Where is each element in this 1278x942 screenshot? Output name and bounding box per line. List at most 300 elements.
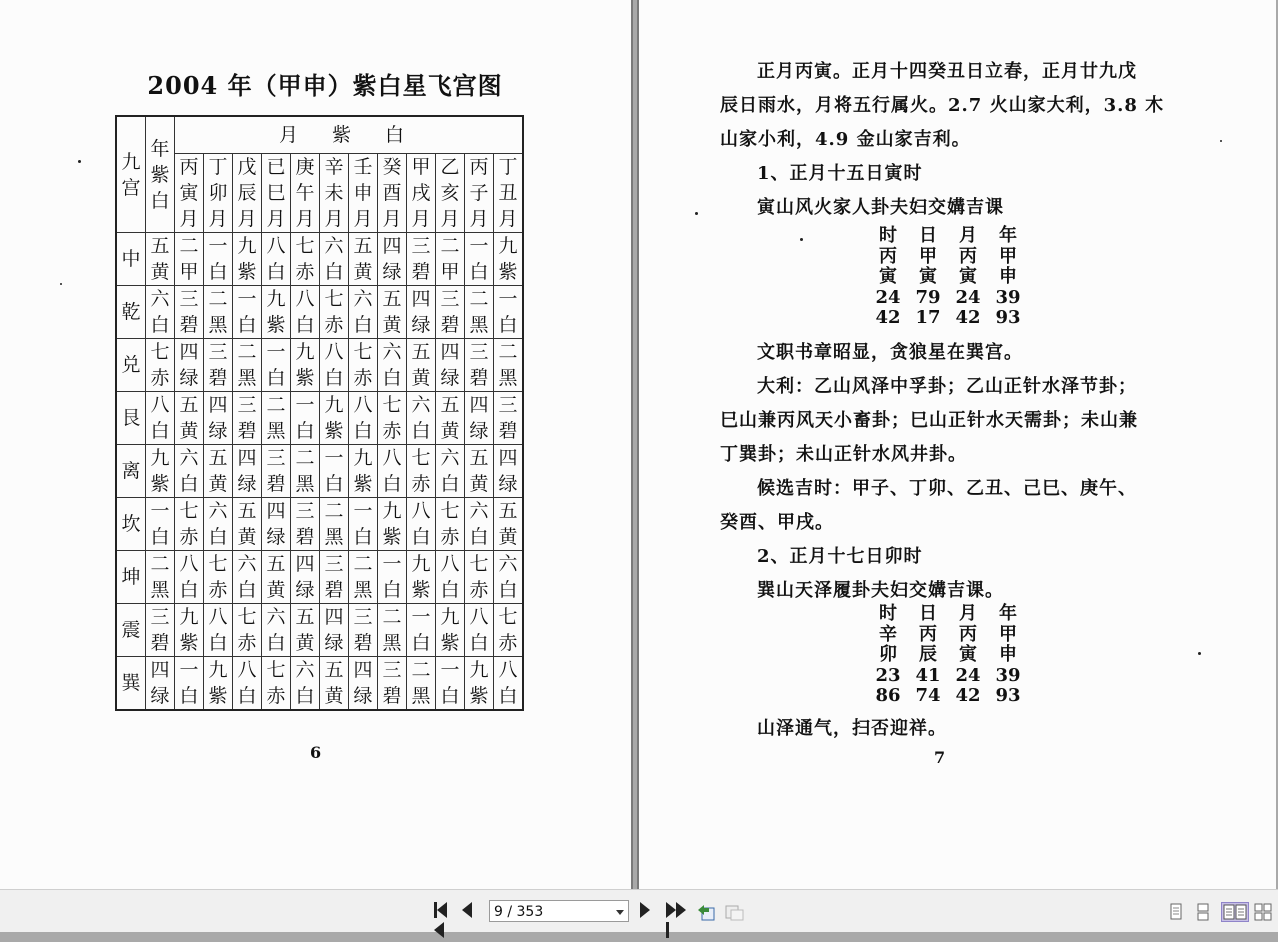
year-star-cell	[146, 233, 175, 286]
cell-char: 绿	[295, 579, 315, 601]
ganzhi-row	[868, 308, 1028, 329]
month-star-cell	[407, 445, 436, 498]
cell-char: 黑	[266, 420, 286, 442]
cell-char: 六	[440, 447, 460, 469]
ganzhi-cell: 时	[879, 603, 897, 624]
cell-char: 紫	[179, 632, 199, 654]
cell-char: 午	[295, 182, 315, 204]
cell-char: 黄	[179, 420, 199, 442]
go-forward-icon[interactable]	[724, 902, 744, 922]
cell-char: 三	[469, 341, 489, 363]
next-page-icon[interactable]	[640, 902, 660, 922]
cell-char: 紫	[208, 685, 228, 707]
cell-char: 九	[440, 606, 460, 628]
cell-char: 黑	[324, 526, 344, 548]
cell-char: 年	[150, 137, 170, 160]
ganzhi-cell: 丙	[959, 245, 977, 267]
month-star-cell	[436, 657, 465, 711]
cell-char: 三	[382, 659, 402, 681]
cell-char: 赤	[237, 632, 257, 654]
cell-char: 壬	[353, 156, 373, 178]
cell-char: 紫	[498, 261, 518, 283]
month-star-cell	[291, 286, 320, 339]
text-line: 辰日雨水，月将五行属火。2.7 火山家大利，3.8 木	[720, 95, 1165, 116]
cell-char: 赤	[179, 526, 199, 548]
month-star-cell	[262, 498, 291, 551]
month-star-cell	[233, 551, 262, 604]
month-star-cell	[291, 551, 320, 604]
month-star-cell	[349, 233, 378, 286]
cell-char: 戌	[411, 182, 431, 204]
cell-char: 碧	[498, 420, 518, 442]
month-star-cell	[436, 445, 465, 498]
cell-char: 二	[469, 288, 489, 310]
cell-char: 六	[324, 235, 344, 257]
month-star-cell	[233, 339, 262, 392]
table-row	[116, 339, 523, 392]
cell-char: 二	[411, 659, 431, 681]
cell-char: 四	[324, 606, 344, 628]
cell-char: 黑	[295, 473, 315, 495]
cell-char: 八	[266, 235, 286, 257]
item1-block	[720, 157, 1175, 225]
cell-char: 紫	[150, 473, 170, 495]
month-star-cell	[233, 233, 262, 286]
month-star-cell	[204, 339, 233, 392]
cell-char: 黄	[295, 632, 315, 654]
cell-char: 三	[498, 394, 518, 416]
month-star-cell	[494, 233, 524, 286]
cell-char: 白	[411, 632, 431, 654]
prev-page-icon[interactable]	[462, 902, 482, 922]
cell-char: 七	[324, 288, 344, 310]
cell-char: 五	[469, 447, 489, 469]
ganzhi-cell: 寅	[919, 266, 937, 287]
cell-char: 六	[150, 288, 170, 310]
month-star-cell	[436, 339, 465, 392]
purple-white-grid	[115, 115, 524, 711]
palace-name: 中	[116, 233, 146, 286]
cell-char: 赤	[411, 473, 431, 495]
cell-char: 黄	[266, 579, 286, 601]
cell-char: 子	[469, 182, 489, 204]
cell-char: 白	[150, 526, 170, 548]
scan-speck	[695, 212, 698, 215]
cell-char: 碧	[179, 314, 199, 336]
ganzhi-row	[868, 267, 1028, 288]
cell-char: 紫	[324, 420, 344, 442]
table-row	[116, 604, 523, 657]
cell-char: 八	[150, 394, 170, 416]
month-star-cell	[494, 286, 524, 339]
cell-char: 七	[179, 500, 199, 522]
cell-char: 甲	[179, 261, 199, 283]
table-row	[116, 498, 523, 551]
cell-char: 四	[208, 394, 228, 416]
scan-speck	[800, 238, 803, 241]
cell-char: 绿	[324, 632, 344, 654]
cell-char: 八	[295, 288, 315, 310]
month-star-cell	[262, 339, 291, 392]
cell-char: 月	[440, 208, 460, 230]
cell-char: 绿	[440, 367, 460, 389]
month-star-cell	[494, 339, 524, 392]
cell-char: 月	[295, 208, 315, 230]
chevron-down-icon	[616, 910, 624, 915]
month-header	[204, 154, 233, 233]
month-star-cell	[233, 604, 262, 657]
cell-char: 白	[295, 420, 315, 442]
month-star-cell	[378, 233, 407, 286]
cell-char: 九	[324, 394, 344, 416]
month-star-cell	[320, 604, 349, 657]
month-star-cell	[349, 498, 378, 551]
cell-char: 九	[179, 606, 199, 628]
month-star-cell	[436, 392, 465, 445]
cell-char: 黑	[208, 314, 228, 336]
cell-char: 九	[237, 235, 257, 257]
month-star-cell	[175, 551, 204, 604]
cell-char: 八	[469, 606, 489, 628]
ganzhi-cell: 42	[955, 307, 981, 328]
cell-char: 赤	[150, 367, 170, 389]
ganzhi-row	[868, 226, 1028, 247]
cell-char: 一	[498, 288, 518, 310]
cell-char: 六	[469, 500, 489, 522]
cell-char: 白	[353, 420, 373, 442]
cell-char: 碧	[353, 632, 373, 654]
month-star-cell	[320, 551, 349, 604]
cell-char: 九	[353, 447, 373, 469]
cell-char: 白	[150, 314, 170, 336]
cell-char: 绿	[179, 367, 199, 389]
cell-char: 五	[237, 500, 257, 522]
table-row	[116, 551, 523, 604]
month-header	[378, 154, 407, 233]
cell-char: 黑	[237, 367, 257, 389]
cell-char: 辛	[324, 156, 344, 178]
cell-char: 九	[208, 659, 228, 681]
cell-char: 紫	[266, 314, 286, 336]
cell-char: 四	[411, 288, 431, 310]
cell-char: 白	[353, 314, 373, 336]
page-selector[interactable]	[489, 900, 629, 922]
scan-speck	[78, 160, 81, 163]
cell-char: 八	[440, 553, 460, 575]
cell-char: 已	[266, 156, 286, 178]
cell-char: 黄	[237, 526, 257, 548]
ganzhi-cell: 年	[999, 603, 1017, 624]
cell-char: 四	[353, 659, 373, 681]
first-page-icon[interactable]	[434, 902, 454, 922]
cell-char: 白	[179, 579, 199, 601]
month-star-cell	[175, 657, 204, 711]
cell-char: 绿	[150, 685, 170, 707]
ganzhi-cell: 93	[995, 307, 1021, 328]
cell-char: 碧	[266, 473, 286, 495]
month-star-cell	[320, 233, 349, 286]
cell-char: 黑	[353, 579, 373, 601]
table-row	[116, 286, 523, 339]
item2-subtitle: 巽山天泽履卦夫妇交媾吉课。	[757, 580, 1004, 601]
cell-char: 三	[324, 553, 344, 575]
cell-char: 七	[440, 500, 460, 522]
cell-char: 五	[411, 341, 431, 363]
cell-char: 黑	[498, 367, 518, 389]
text-line: 大利：乙山风泽中孚卦；乙山正针水泽节卦；	[757, 376, 1137, 397]
nine-palace-header	[116, 116, 146, 233]
cell-char: 五	[179, 394, 199, 416]
cell-char: 七	[237, 606, 257, 628]
month-star-cell	[262, 657, 291, 711]
month-star-cell	[378, 445, 407, 498]
scan-speck	[60, 283, 62, 285]
month-header	[349, 154, 378, 233]
cell-char: 七	[353, 341, 373, 363]
month-star-cell	[407, 339, 436, 392]
cell-char: 二	[266, 394, 286, 416]
ganzhi-cell: 日	[919, 225, 937, 246]
month-star-cell	[204, 286, 233, 339]
month-star-cell	[494, 392, 524, 445]
cell-char: 一	[353, 500, 373, 522]
month-star-cell	[320, 445, 349, 498]
month-star-cell	[407, 233, 436, 286]
ganzhi-cell: 79	[915, 286, 941, 308]
cell-char: 五	[324, 659, 344, 681]
cell-char: 三	[208, 341, 228, 363]
month-star-cell	[291, 392, 320, 445]
cell-char: 三	[353, 606, 373, 628]
cell-char: 五	[353, 235, 373, 257]
cell-char: 酉	[382, 182, 402, 204]
cell-char: 八	[208, 606, 228, 628]
cell-char: 白	[295, 314, 315, 336]
ganzhi-cell: 42	[875, 307, 901, 328]
cell-char: 乙	[440, 156, 460, 178]
continuous-facing-icon[interactable]	[1254, 903, 1272, 921]
cell-char: 月	[353, 208, 373, 230]
cell-char: 六	[411, 394, 431, 416]
cell-char: 白	[440, 473, 460, 495]
cell-char: 白	[324, 367, 344, 389]
month-star-cell	[320, 657, 349, 711]
cell-char: 黄	[324, 685, 344, 707]
month-star-cell	[204, 233, 233, 286]
cell-char: 庚	[295, 156, 315, 178]
page-indicator: 9 / 353	[494, 904, 544, 920]
cell-char: 白	[266, 367, 286, 389]
cell-char: 五	[295, 606, 315, 628]
cell-char: 黄	[440, 420, 460, 442]
cell-char: 未	[324, 182, 344, 204]
cell-char: 一	[208, 235, 228, 257]
ganzhi-cell: 42	[955, 685, 981, 706]
cell-char: 丑	[498, 182, 518, 204]
cell-char: 白	[324, 261, 344, 283]
ganzhi-cell: 卯	[879, 644, 897, 665]
cell-char: 四	[237, 447, 257, 469]
cell-char: 白	[469, 261, 489, 283]
cell-char: 绿	[266, 526, 286, 548]
ganzhi-cell: 申	[999, 644, 1017, 665]
cell-char: 甲	[440, 261, 460, 283]
cell-char: 八	[411, 500, 431, 522]
ganzhi-cell: 日	[919, 603, 937, 624]
ganzhi-row	[868, 604, 1028, 625]
month-star-cell	[233, 498, 262, 551]
text-line: 巳山兼丙风天小畜卦；巳山正针水天需卦；未山兼	[720, 410, 1138, 431]
cell-char: 月	[469, 208, 489, 230]
palace-name: 兑	[116, 339, 146, 392]
cell-char: 六	[266, 606, 286, 628]
year-star-cell	[146, 604, 175, 657]
ganzhi-cell: 甲	[919, 245, 937, 267]
ganzhi-cell: 寅	[959, 644, 977, 665]
month-star-cell	[407, 551, 436, 604]
month-star-cell	[291, 339, 320, 392]
year-purple-header	[146, 116, 175, 233]
left-page	[0, 0, 631, 889]
month-star-cell	[291, 657, 320, 711]
cell-char: 六	[295, 659, 315, 681]
cell-char: 八	[237, 659, 257, 681]
cell-char: 黑	[469, 314, 489, 336]
cell-char: 月	[498, 208, 518, 230]
cell-char: 白	[411, 420, 431, 442]
cell-char: 七	[382, 394, 402, 416]
cell-char: 二	[498, 341, 518, 363]
month-star-cell	[378, 286, 407, 339]
cell-char: 白	[324, 473, 344, 495]
cell-char: 白	[237, 685, 257, 707]
month-star-cell	[494, 551, 524, 604]
month-star-cell	[494, 498, 524, 551]
cell-char: 四	[469, 394, 489, 416]
cell-char: 白	[498, 685, 518, 707]
ganzhi-cell: 丙	[959, 623, 977, 645]
ganzhi-cell: 申	[999, 266, 1017, 287]
cell-char: 八	[353, 394, 373, 416]
cell-char: 八	[179, 553, 199, 575]
month-header	[320, 154, 349, 233]
cell-char: 碧	[382, 685, 402, 707]
month-star-cell	[175, 339, 204, 392]
month-star-cell	[436, 286, 465, 339]
cell-char: 赤	[353, 367, 373, 389]
month-star-cell	[378, 339, 407, 392]
year-star-cell	[146, 445, 175, 498]
month-star-cell	[175, 286, 204, 339]
ganzhi-cell: 23	[875, 664, 901, 686]
ganzhi-cell: 39	[995, 664, 1021, 686]
month-star-cell	[465, 604, 494, 657]
month-header	[407, 154, 436, 233]
month-star-cell	[204, 445, 233, 498]
continuous-icon[interactable]	[1194, 903, 1212, 921]
cell-char: 一	[440, 659, 460, 681]
scan-speck	[1198, 652, 1201, 655]
year-star-cell	[146, 286, 175, 339]
month-star-cell	[465, 392, 494, 445]
cell-char: 紫	[237, 261, 257, 283]
single-page-icon[interactable]	[1167, 903, 1185, 921]
item1-note-block	[720, 336, 1175, 608]
cell-char: 黄	[150, 261, 170, 283]
cell-char: 五	[382, 288, 402, 310]
cell-char: 八	[382, 447, 402, 469]
item2-title: 2、正月十七日卯时	[757, 546, 923, 567]
last-page-icon[interactable]	[666, 902, 686, 922]
month-star-cell	[465, 233, 494, 286]
ganzhi-cell: 甲	[999, 245, 1017, 267]
month-star-cell	[494, 604, 524, 657]
month-star-cell	[407, 286, 436, 339]
cell-char: 白	[382, 473, 402, 495]
cell-char: 紫	[353, 473, 373, 495]
cell-char: 三	[266, 447, 286, 469]
cell-char: 白	[208, 632, 228, 654]
cell-char: 碧	[237, 420, 257, 442]
go-back-icon[interactable]	[696, 902, 716, 922]
cell-char: 丁	[498, 156, 518, 178]
cell-char: 黄	[382, 314, 402, 336]
cell-char: 七	[150, 341, 170, 363]
cell-char: 白	[469, 526, 489, 548]
facing-icon[interactable]	[1222, 903, 1248, 921]
cell-char: 黄	[469, 473, 489, 495]
month-star-cell	[465, 339, 494, 392]
month-star-cell	[378, 551, 407, 604]
cell-char: 五	[150, 235, 170, 257]
month-star-cell	[494, 657, 524, 711]
cell-char: 六	[353, 288, 373, 310]
cell-char: 三	[440, 288, 460, 310]
cell-char: 白	[440, 579, 460, 601]
cell-char: 白	[295, 685, 315, 707]
cell-char: 白	[266, 261, 286, 283]
cell-char: 一	[324, 447, 344, 469]
page-number-right: 7	[934, 748, 946, 767]
cell-char: 七	[411, 447, 431, 469]
cell-char: 一	[179, 659, 199, 681]
palace-name: 乾	[116, 286, 146, 339]
cell-char: 甲	[411, 156, 431, 178]
ganzhi-cell: 月	[959, 603, 977, 624]
cell-char: 碧	[469, 367, 489, 389]
cell-char: 紫	[469, 685, 489, 707]
cell-char: 一	[469, 235, 489, 257]
month-star-cell	[204, 657, 233, 711]
month-header	[262, 154, 291, 233]
month-star-cell	[465, 551, 494, 604]
cell-char: 申	[353, 182, 373, 204]
ganzhi-cell: 41	[915, 664, 941, 686]
gutter-left	[631, 0, 633, 889]
cell-char: 黄	[353, 261, 373, 283]
month-star-cell	[465, 657, 494, 711]
text-line: 丁巽卦；未山正针水风井卦。	[720, 444, 967, 465]
cell-char: 一	[411, 606, 431, 628]
cell-char: 五	[266, 553, 286, 575]
cell-char: 五	[498, 500, 518, 522]
cell-char: 一	[150, 500, 170, 522]
cell-char: 一	[266, 341, 286, 363]
month-star-cell	[465, 498, 494, 551]
month-star-cell	[407, 657, 436, 711]
ganzhi-cell: 17	[915, 307, 941, 328]
cell-char: 月	[266, 208, 286, 230]
